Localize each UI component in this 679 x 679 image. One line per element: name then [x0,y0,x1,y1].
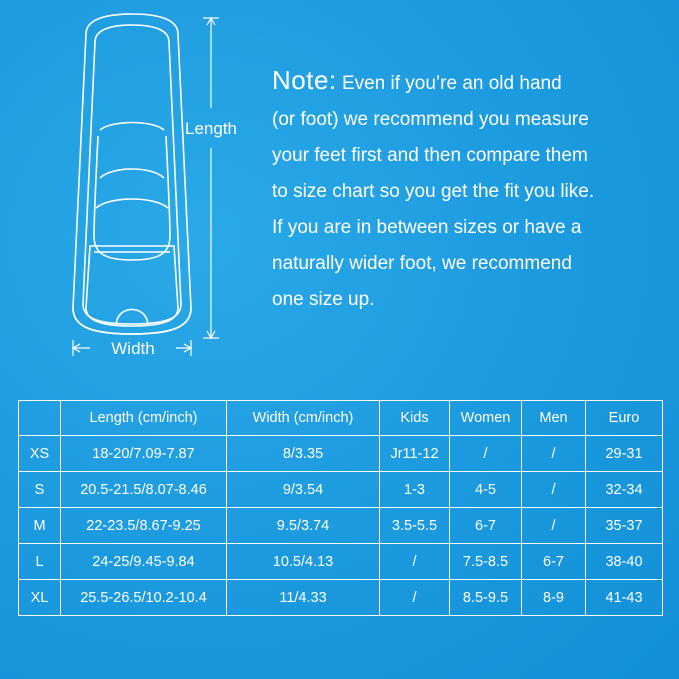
cell-men: 8-9 [522,580,586,616]
cell-men: 6-7 [522,544,586,580]
cell-kids: 1-3 [380,472,450,508]
cell-width: 8/3.35 [227,436,380,472]
cell-men: / [522,436,586,472]
cell-euro: 32-34 [586,472,663,508]
cell-size: M [19,508,61,544]
cell-kids: / [380,580,450,616]
note-line-1: (or foot) we recommend you measure [272,109,589,130]
cell-women: 6-7 [450,508,522,544]
header-cell-length: Length (cm/inch) [61,401,227,436]
cell-length: 18-20/7.09-7.87 [61,436,227,472]
cell-size: XS [19,436,61,472]
cell-width: 11/4.33 [227,580,380,616]
cell-size: XL [19,580,61,616]
swim-fin-outline-icon [28,8,258,368]
cell-men: / [522,508,586,544]
cell-kids: Jr11-12 [380,436,450,472]
length-label: Length [185,119,237,138]
cell-size: S [19,472,61,508]
note-line-6: one size up. [272,289,375,310]
cell-length: 20.5-21.5/8.07-8.46 [61,472,227,508]
note-line-4: If you are in between sizes or have a [272,217,582,238]
note-block [272,62,662,318]
note-line-2: your feet first and then compare them [272,145,588,166]
header-cell-women: Women [450,401,522,436]
cell-kids: 3.5-5.5 [380,508,450,544]
cell-width: 9.5/3.74 [227,508,380,544]
table-row [19,436,663,472]
cell-euro: 29-31 [586,436,663,472]
header-cell-men: Men [522,401,586,436]
cell-euro: 41-43 [586,580,663,616]
cell-length: 24-25/9.45-9.84 [61,544,227,580]
cell-length: 22-23.5/8.67-9.25 [61,508,227,544]
note-line-5: naturally wider foot, we recommend [272,253,572,274]
note-line-3: to size chart so you get the fit you like. [272,181,595,202]
size-table [18,400,663,616]
length-dimension-line [203,18,219,338]
cell-women: 8.5-9.5 [450,580,522,616]
table-header-row [19,401,663,436]
table-row [19,580,663,616]
cell-women: / [450,436,522,472]
table-row [19,508,663,544]
table-row [19,544,663,580]
header-cell-width: Width (cm/inch) [227,401,380,436]
header-cell-euro: Euro [586,401,663,436]
cell-width: 9/3.54 [227,472,380,508]
cell-kids: / [380,544,450,580]
header-cell-kids: Kids [380,401,450,436]
size-table-wrapper [18,400,662,616]
width-label: Width [111,339,155,358]
cell-euro: 38-40 [586,544,663,580]
cell-women: 4-5 [450,472,522,508]
cell-width: 10.5/4.13 [227,544,380,580]
note-line-0 [272,62,662,102]
cell-length: 25.5-26.5/10.2-10.4 [61,580,227,616]
table-row [19,472,663,508]
cell-women: 7.5-8.5 [450,544,522,580]
cell-men: / [522,472,586,508]
header-cell-size [19,401,61,436]
cell-euro: 35-37 [586,508,663,544]
note-lead: Note: [272,65,337,95]
note-text-0: Even if you’re an old hand [341,73,562,94]
cell-size: L [19,544,61,580]
